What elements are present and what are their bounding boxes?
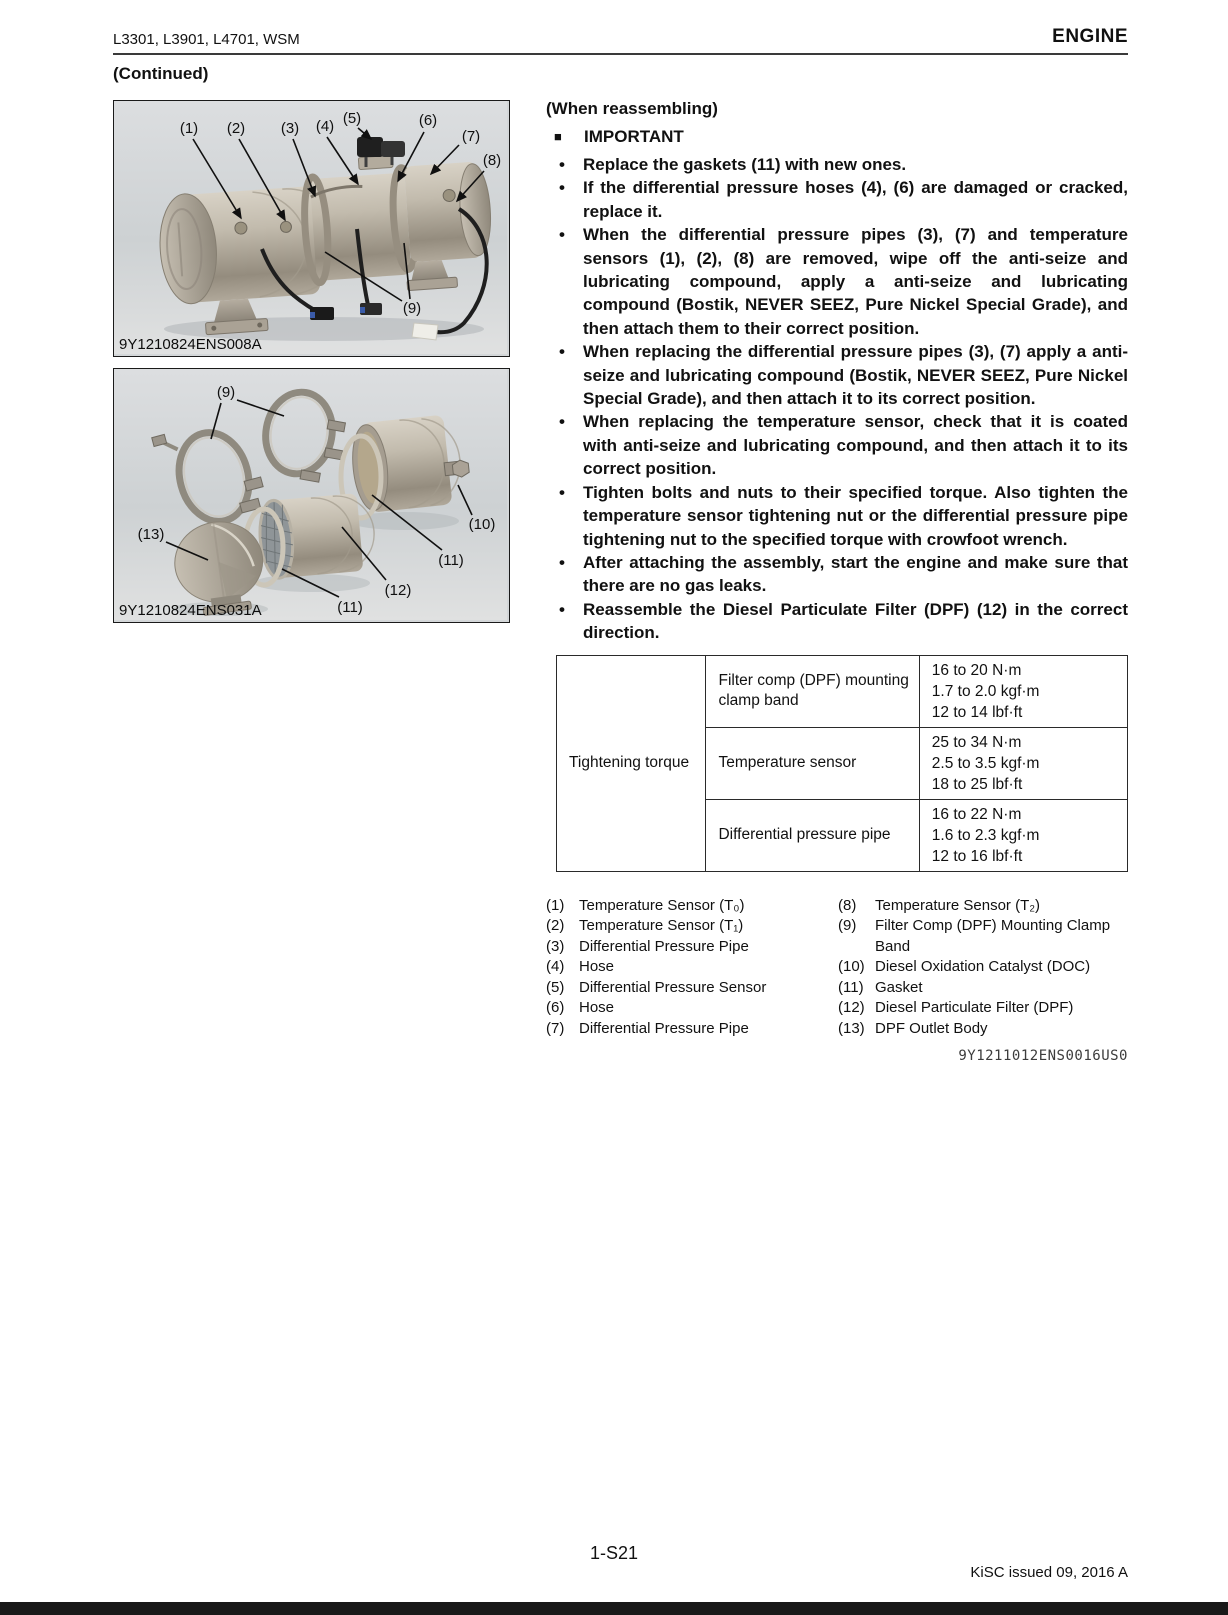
list-item <box>546 598 1128 645</box>
callout-9: (9) <box>216 384 236 401</box>
legend-number: (12) <box>838 999 865 1017</box>
legend-label: Temperature Sensor (T₁) <box>579 917 744 935</box>
legend-label: Filter Comp (DPF) Mounting Clamp Band <box>875 917 1111 955</box>
bullet-text: When replacing the temperature sensor, check that it is coated with anti-seize and lubricating compound, and then attach it to its correct position. <box>583 412 1128 479</box>
bullet-icon: • <box>559 599 565 619</box>
bullet-text: Reassemble the Diesel Particulate Filter (DPF) (12) in the correct direction. <box>583 599 1128 643</box>
table-row <box>557 655 1128 727</box>
legend-label: Temperature Sensor (T₀) <box>579 896 745 914</box>
legend-label: Differential Pressure Pipe <box>579 937 749 955</box>
list-item <box>546 176 1128 223</box>
torque-value: 18 to 25 lbf·ft <box>931 775 1023 793</box>
torque-value: 12 to 16 lbf·ft <box>931 847 1023 865</box>
bullet-icon: • <box>559 178 565 198</box>
bullet-icon: • <box>559 552 565 572</box>
legend-number: (5) <box>546 978 565 996</box>
legend-item <box>838 998 1128 1019</box>
legend-item <box>546 978 838 999</box>
callout-1: (1) <box>179 120 199 137</box>
figure-code-label: 9Y1210824ENS031A <box>119 602 262 619</box>
legend-number: (2) <box>546 917 565 935</box>
document-code: 9Y1211012ENS0016US0 <box>958 1048 1128 1065</box>
figure-dpf-assembly <box>113 100 510 357</box>
square-bullet-icon: ■ <box>554 129 562 144</box>
important-bullet-list <box>546 153 1128 645</box>
continued-label: (Continued) <box>113 64 209 83</box>
legend-item <box>838 957 1128 978</box>
figure-code-label: 9Y1210824ENS008A <box>119 336 262 353</box>
dpf-components-illustration <box>114 369 507 620</box>
list-item <box>546 551 1128 598</box>
bullet-text: When the differential pressure pipes (3), (7) and temperature sensors (1), (2), (8) are removed, wipe off the anti-seize and lubricating compound, apply a anti-seize and lubricating compound (Bostik, NEVER SEEZ, Pure Nickel Special Grade), and then attach them to their correct position. <box>583 225 1128 338</box>
legend-label: Differential Pressure Sensor <box>579 978 767 996</box>
bullet-icon: • <box>559 412 565 432</box>
bullet-text: When replacing the differential pressure pipes (3), (7) apply a anti-seize and lubricating compound (Bostik, NEVER SEEZ, Pure Nickel Special Grade), and then attach it to its correct position. <box>583 342 1128 409</box>
legend-item <box>546 998 838 1019</box>
table-row-header: Tightening torque <box>557 655 706 871</box>
legend-item <box>546 896 838 917</box>
legend-item <box>838 896 1128 917</box>
torque-value: 16 to 22 N·m <box>931 805 1022 823</box>
legend-column-left <box>546 896 838 1040</box>
callout-13: (13) <box>137 526 165 543</box>
important-label: IMPORTANT <box>584 127 684 146</box>
bullet-icon: • <box>559 482 565 502</box>
callout-11b: (11) <box>337 599 363 616</box>
callout-12: (12) <box>384 582 412 599</box>
legend-label: Diesel Oxidation Catalyst (DOC) <box>875 958 1091 976</box>
bullet-text: Replace the gaskets (11) with new ones. <box>583 155 907 174</box>
dpf-assembly-illustration <box>114 101 507 354</box>
list-item <box>546 410 1128 480</box>
list-item <box>546 223 1128 340</box>
legend-column-right <box>838 896 1128 1040</box>
table-cell-values <box>919 727 1127 799</box>
legend-label: Differential Pressure Pipe <box>579 1019 749 1037</box>
bullet-text: Tighten bolts and nuts to their specified torque. Also tighten the temperature sensor tightening nut or the differential pressure pipe tightening nut to the specified torque with crowfoot wrench. <box>583 482 1128 549</box>
connector-stripe <box>360 307 365 313</box>
torque-value: 25 to 34 N·m <box>931 733 1022 751</box>
torque-value: 2.5 to 3.5 kgf·m <box>931 754 1040 772</box>
legend-label: Gasket <box>875 978 923 996</box>
legend-item <box>838 916 1128 957</box>
legend-number: (9) <box>838 917 857 935</box>
bullet-icon: • <box>559 155 565 174</box>
callout-5: (5) <box>342 110 362 127</box>
callout-2: (2) <box>226 120 246 137</box>
issue-note: KiSC issued 09, 2016 A <box>970 1564 1128 1581</box>
table-cell-values <box>919 799 1127 871</box>
callout-8: (8) <box>482 152 502 169</box>
legend-label: Temperature Sensor (T₂) <box>875 896 1041 914</box>
callout-9: (9) <box>402 300 422 317</box>
list-item <box>546 340 1128 410</box>
header-model: L3301, L3901, L4701, WSM <box>113 31 300 48</box>
torque-table <box>556 655 1128 872</box>
legend-number: (13) <box>838 1019 865 1037</box>
legend-item <box>546 1019 838 1040</box>
bottom-bar <box>0 1602 1228 1615</box>
list-item <box>546 481 1128 551</box>
table-cell-values <box>919 655 1127 727</box>
reassembling-heading: (When reassembling) <box>546 99 718 118</box>
callout-11: (11) <box>438 552 464 569</box>
important-heading <box>546 126 1128 148</box>
torque-value: 1.6 to 2.3 kgf·m <box>931 826 1040 844</box>
header-section: ENGINE <box>1052 26 1128 47</box>
callout-6: (6) <box>418 112 438 129</box>
callout-4: (4) <box>315 118 335 135</box>
legend-item <box>838 978 1128 999</box>
parts-legend <box>546 896 1128 1040</box>
legend-item <box>546 916 838 937</box>
white-connector <box>412 323 438 340</box>
instructions-column <box>546 98 1128 1064</box>
callout-3: (3) <box>280 120 300 137</box>
page-number: 1-S21 <box>589 1543 639 1563</box>
legend-number: (10) <box>838 958 865 976</box>
torque-value: 12 to 14 lbf·ft <box>931 703 1023 721</box>
legend-label: Hose <box>579 958 615 976</box>
bullet-text: After attaching the assembly, start the engine and make sure that there are no gas leaks. <box>583 552 1128 596</box>
legend-label: Diesel Particulate Filter (DPF) <box>875 999 1074 1017</box>
torque-value: 16 to 20 N·m <box>931 661 1022 679</box>
torque-value: 1.7 to 2.0 kgf·m <box>931 682 1040 700</box>
connector-stripe <box>310 312 315 318</box>
header-rule <box>113 53 1128 55</box>
legend-number: (7) <box>546 1019 565 1037</box>
legend-number: (8) <box>838 896 857 914</box>
legend-label: DPF Outlet Body <box>875 1019 988 1037</box>
table-cell-item: Filter comp (DPF) mounting clamp band <box>706 655 919 727</box>
legend-item <box>838 1019 1128 1040</box>
legend-number: (6) <box>546 999 565 1017</box>
legend-number: (3) <box>546 937 565 955</box>
figure-dpf-components <box>113 368 510 623</box>
legend-number: (11) <box>838 978 864 996</box>
table-cell-item: Temperature sensor <box>706 727 919 799</box>
callout-10: (10) <box>468 516 496 533</box>
bullet-icon: • <box>559 342 565 362</box>
list-item <box>546 153 1128 176</box>
legend-item <box>546 937 838 958</box>
bullet-text: If the differential pressure hoses (4), (6) are damaged or cracked, replace it. <box>583 178 1128 221</box>
legend-number: (4) <box>546 958 565 976</box>
callout-7: (7) <box>461 128 481 145</box>
legend-number: (1) <box>546 896 565 914</box>
legend-item <box>546 957 838 978</box>
legend-label: Hose <box>579 999 615 1017</box>
table-cell-item: Differential pressure pipe <box>706 799 919 871</box>
bullet-icon: • <box>559 225 565 245</box>
